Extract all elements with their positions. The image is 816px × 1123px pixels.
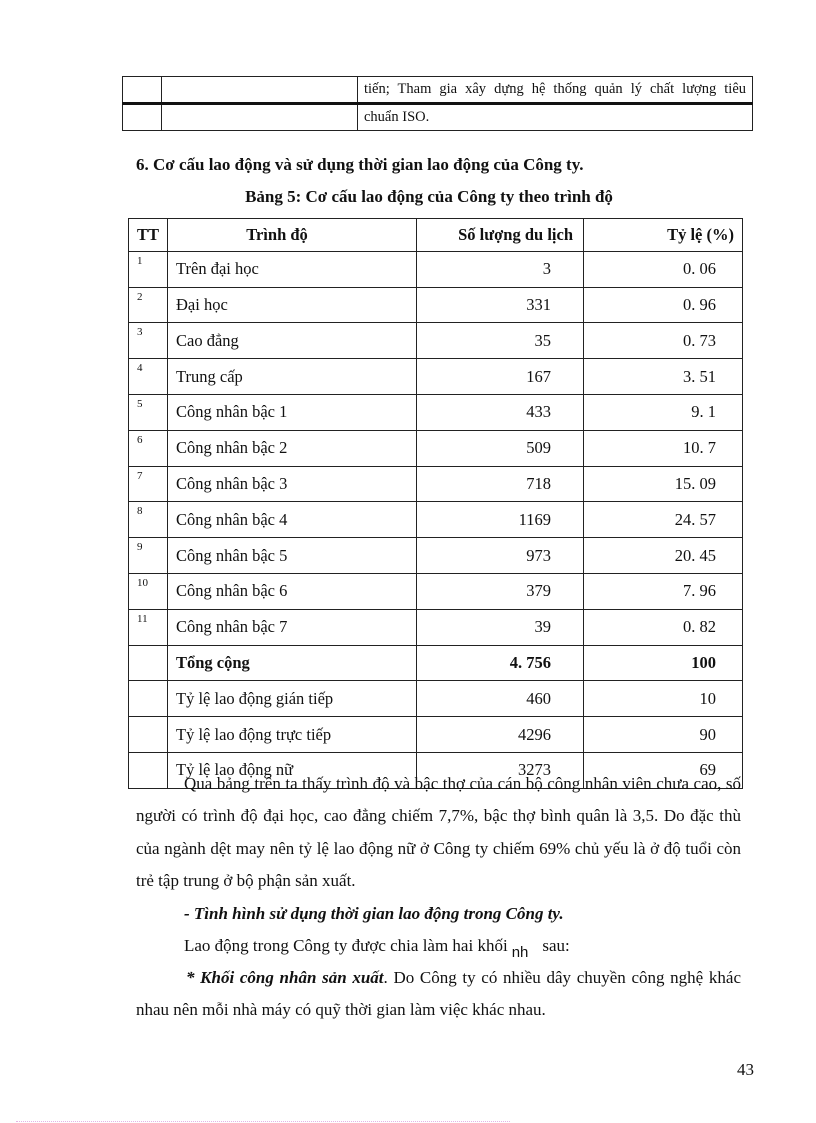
row-index: 7 [129,466,168,502]
table-row [129,466,743,502]
row-quantity: 35 [417,323,584,359]
table-row [129,394,743,430]
row-level: Tỷ lệ lao động gián tiếp [168,681,417,717]
row-index [129,681,168,717]
row-quantity: 39 [417,609,584,645]
column-header-rate: Tỷ lệ (%) [584,219,743,252]
row-rate: 0. 73 [584,323,743,359]
row-level: Tổng cộng [168,645,417,681]
row-index: 2 [129,287,168,323]
continuation-table [122,76,752,129]
row-rate: 90 [584,717,743,753]
table-cell [123,77,162,104]
row-level: Công nhân bậc 5 [168,538,417,574]
row-index: 8 [129,502,168,538]
table-row [129,609,743,645]
section-heading: 6. Cơ cấu lao động và sử dụng thời gian lao động của Công ty. [136,155,584,174]
row-index: 1 [129,251,168,287]
table-row [129,502,743,538]
table-row [123,104,753,131]
subscript-text: nh [511,944,529,961]
table-row [129,573,743,609]
row-quantity: 4296 [417,717,584,753]
row-rate: 24. 57 [584,502,743,538]
row-level: Trung cấp [168,359,417,395]
table-cell [162,77,358,104]
row-quantity: 509 [417,430,584,466]
row-level: Công nhân bậc 4 [168,502,417,538]
row-index: 5 [129,394,168,430]
row-rate: 20. 45 [584,538,743,574]
row-index: 3 [129,323,168,359]
row-quantity: 379 [417,573,584,609]
row-rate: 9. 1 [584,394,743,430]
row-level: Công nhân bậc 6 [168,573,417,609]
row-quantity: 167 [417,359,584,395]
row-quantity: 973 [417,538,584,574]
table-caption: Bảng 5: Cơ cấu lao động của Công ty theo trình độ [245,187,613,206]
row-level: Công nhân bậc 2 [168,430,417,466]
paragraph [136,962,741,1027]
column-header-tt: TT [129,219,168,252]
row-quantity: 3273 [417,752,584,788]
table-cell [123,104,162,131]
row-quantity: 460 [417,681,584,717]
row-level: Công nhân bậc 3 [168,466,417,502]
row-level: Trên đại học [168,251,417,287]
column-header-quantity: Số lượng du lịch [417,219,584,252]
table-row [129,538,743,574]
column-header-level: Trình độ [168,219,417,252]
table-cell: tiến; Tham gia xây dựng hệ thống quản lý chất lượng tiêu [358,77,753,104]
row-rate: 0. 82 [584,609,743,645]
row-rate: 10 [584,681,743,717]
row-quantity: 718 [417,466,584,502]
row-level: Công nhân bậc 1 [168,394,417,430]
row-level: Cao đẳng [168,323,417,359]
page-bottom-divider [16,1121,510,1122]
paragraph-text: Lao động trong Công ty được chia làm hai khối [184,936,508,955]
row-level: Đại học [168,287,417,323]
row-rate: 7. 96 [584,573,743,609]
row-index: 4 [129,359,168,395]
emphasis-text: * Khối công nhân sản xuất [186,968,384,987]
row-rate: 100 [584,645,743,681]
row-quantity: 3 [417,251,584,287]
row-level: Tỷ lệ lao động nữ [168,752,417,788]
table-row [129,359,743,395]
row-level: Công nhân bậc 7 [168,609,417,645]
paragraph [184,930,570,963]
row-quantity: 433 [417,394,584,430]
row-index: 11 [129,609,168,645]
page-number: 43 [737,1060,754,1079]
table-row [129,717,743,753]
table-row [123,77,753,104]
table-cell: chuẩn ISO. [358,104,753,131]
subsection-heading: - Tình hình sử dụng thời gian lao động trong Công ty. [184,904,564,923]
row-index [129,717,168,753]
table-row [129,251,743,287]
table-row [129,287,743,323]
row-index [129,645,168,681]
labor-structure-table [128,218,743,789]
row-rate: 0. 96 [584,287,743,323]
row-quantity: 1169 [417,502,584,538]
row-index: 6 [129,430,168,466]
row-rate: 69 [584,752,743,788]
row-rate: 0. 06 [584,251,743,287]
table-row [129,681,743,717]
analysis-paragraph [136,768,741,897]
table-row [129,323,743,359]
table-cell [162,104,358,131]
row-rate: 15. 09 [584,466,743,502]
table-header-row [129,219,743,252]
paragraph-text: Qua bảng trên ta thấy trình độ và bậc thợ của cán bộ công nhân viên chưa cao, số người có trình độ đại học, cao đẳng chiếm 7,7%, bậc thợ bình quân là 3,5. Do đặc thù của ngành dệt may nên tỷ lệ lao động nữ ở Công ty chiếm 69% chủ yếu là ở độ tuổi còn trẻ tập trung ở bộ phận sản xuất. [136,774,741,890]
row-index: 9 [129,538,168,574]
row-quantity: 331 [417,287,584,323]
table-total-row [129,645,743,681]
row-quantity: 4. 756 [417,645,584,681]
table-row [129,430,743,466]
row-level: Tỷ lệ lao động trực tiếp [168,717,417,753]
row-rate: 3. 51 [584,359,743,395]
row-rate: 10. 7 [584,430,743,466]
paragraph-text: sau: [542,936,570,955]
paragraph-text: . Do Công ty có nhiều dây chuyền công nghệ khác nhau nên mỗi nhà máy có quỹ thời gian làm việc khác nhau. [136,968,741,1020]
row-index: 10 [129,573,168,609]
